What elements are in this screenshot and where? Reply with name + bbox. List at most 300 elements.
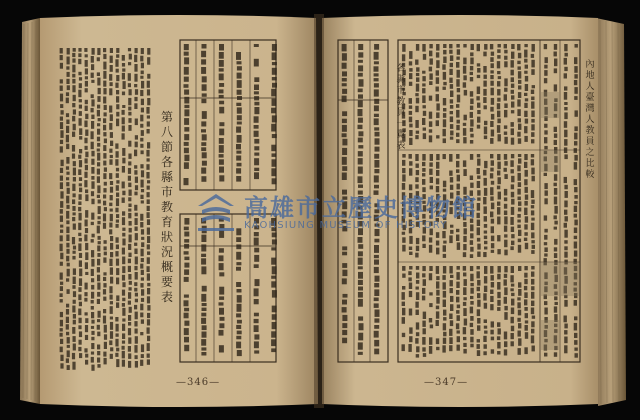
ink-glyph bbox=[110, 347, 113, 351]
ink-glyph bbox=[511, 341, 514, 346]
ink-glyph bbox=[477, 339, 480, 342]
ink-glyph bbox=[531, 159, 534, 165]
ink-glyph bbox=[449, 345, 452, 351]
ink-glyph bbox=[491, 219, 494, 224]
ink-glyph bbox=[450, 280, 453, 286]
ink-glyph bbox=[184, 321, 189, 326]
ink-glyph bbox=[443, 50, 446, 55]
ink-glyph bbox=[544, 65, 547, 69]
ink-glyph bbox=[141, 237, 144, 240]
ink-glyph bbox=[122, 68, 125, 71]
ink-glyph bbox=[511, 192, 514, 198]
ink-glyph bbox=[564, 73, 567, 78]
ink-glyph bbox=[415, 93, 418, 96]
ink-glyph bbox=[135, 361, 138, 368]
ink-glyph bbox=[129, 281, 132, 285]
ink-glyph bbox=[115, 59, 118, 67]
ink-glyph bbox=[416, 77, 419, 82]
ink-glyph bbox=[85, 210, 88, 218]
ink-glyph bbox=[477, 293, 480, 298]
ink-glyph bbox=[497, 55, 500, 59]
ink-glyph bbox=[463, 343, 466, 347]
ink-glyph bbox=[147, 319, 150, 325]
ink-glyph bbox=[545, 190, 548, 195]
ink-glyph bbox=[450, 275, 453, 278]
ink-glyph bbox=[272, 68, 277, 75]
ink-glyph bbox=[524, 179, 527, 185]
ink-glyph bbox=[237, 331, 242, 335]
ink-glyph bbox=[128, 176, 131, 181]
section-heading-glyph: 八 bbox=[160, 125, 173, 139]
ink-glyph bbox=[91, 326, 94, 329]
ink-glyph bbox=[103, 283, 106, 287]
ink-glyph bbox=[517, 220, 520, 223]
ink-glyph bbox=[122, 282, 125, 287]
ink-glyph bbox=[66, 79, 69, 84]
ink-glyph bbox=[555, 302, 558, 305]
ink-glyph bbox=[116, 198, 119, 206]
ink-glyph bbox=[122, 148, 125, 156]
ink-glyph bbox=[98, 206, 101, 214]
table-title-glyph: 臺 bbox=[585, 93, 595, 103]
ink-glyph bbox=[104, 252, 107, 256]
ink-glyph bbox=[477, 350, 480, 356]
ink-glyph bbox=[115, 317, 118, 322]
ink-glyph bbox=[511, 284, 514, 287]
ink-glyph bbox=[60, 253, 63, 260]
ink-glyph bbox=[511, 234, 514, 238]
ink-glyph bbox=[436, 87, 439, 92]
ink-glyph bbox=[564, 201, 567, 208]
ink-glyph bbox=[85, 130, 88, 136]
ink-glyph bbox=[60, 79, 63, 83]
ink-glyph bbox=[450, 116, 453, 122]
ink-glyph bbox=[85, 325, 88, 332]
ink-glyph bbox=[358, 316, 363, 320]
ink-glyph bbox=[477, 300, 480, 307]
ink-glyph bbox=[449, 329, 452, 336]
ink-glyph bbox=[498, 177, 501, 184]
ink-glyph bbox=[456, 79, 459, 87]
ink-glyph bbox=[375, 276, 380, 282]
ink-glyph bbox=[202, 84, 207, 91]
section-heading-glyph: 節 bbox=[160, 140, 173, 154]
ink-glyph bbox=[97, 345, 100, 350]
ink-glyph bbox=[103, 272, 106, 275]
ink-glyph bbox=[73, 168, 76, 176]
ink-glyph bbox=[457, 88, 460, 92]
ink-glyph bbox=[184, 44, 189, 50]
ink-glyph bbox=[574, 214, 577, 218]
ink-glyph bbox=[237, 96, 242, 100]
ink-glyph bbox=[184, 52, 189, 56]
ink-glyph bbox=[575, 110, 578, 116]
ink-glyph bbox=[104, 139, 107, 144]
ink-glyph bbox=[254, 255, 259, 262]
ink-glyph bbox=[358, 145, 363, 148]
ink-glyph bbox=[484, 121, 487, 125]
ink-glyph bbox=[134, 282, 137, 286]
section-heading-glyph: 概 bbox=[160, 260, 173, 274]
ink-glyph bbox=[184, 300, 189, 306]
ink-glyph bbox=[97, 246, 100, 252]
ink-glyph bbox=[504, 168, 507, 172]
ink-glyph bbox=[66, 66, 69, 69]
ink-glyph bbox=[122, 228, 125, 231]
ink-glyph bbox=[423, 105, 426, 108]
ink-glyph bbox=[342, 148, 347, 155]
ink-glyph bbox=[109, 203, 112, 207]
ink-glyph bbox=[110, 195, 113, 200]
ink-glyph bbox=[122, 303, 125, 307]
ink-glyph bbox=[422, 173, 425, 176]
ink-glyph bbox=[147, 236, 150, 243]
ink-glyph bbox=[78, 207, 81, 211]
ink-glyph bbox=[140, 164, 143, 168]
ink-glyph bbox=[490, 107, 493, 112]
ink-glyph bbox=[135, 312, 138, 320]
ink-glyph bbox=[564, 121, 567, 128]
ink-glyph bbox=[271, 258, 276, 265]
ink-glyph bbox=[504, 88, 507, 92]
ink-glyph bbox=[470, 266, 473, 271]
ink-glyph bbox=[525, 98, 528, 101]
ink-glyph bbox=[531, 124, 534, 130]
ink-glyph bbox=[430, 154, 433, 161]
ink-glyph bbox=[564, 345, 567, 353]
ink-glyph bbox=[237, 163, 242, 167]
section-heading bbox=[158, 110, 176, 305]
ink-glyph bbox=[408, 271, 411, 275]
ink-glyph bbox=[115, 251, 118, 256]
ink-glyph bbox=[456, 290, 459, 295]
ink-glyph bbox=[375, 310, 380, 317]
ink-glyph bbox=[135, 227, 138, 231]
ink-glyph bbox=[517, 214, 520, 218]
ink-glyph bbox=[184, 155, 189, 161]
ink-glyph bbox=[60, 94, 63, 102]
ink-glyph bbox=[358, 258, 363, 265]
ink-glyph bbox=[416, 280, 419, 284]
ink-glyph bbox=[146, 172, 149, 179]
ink-glyph bbox=[429, 44, 432, 48]
ink-glyph bbox=[237, 73, 242, 79]
ink-glyph bbox=[490, 121, 493, 127]
ink-glyph bbox=[60, 63, 63, 69]
ink-glyph bbox=[484, 75, 487, 79]
ink-glyph bbox=[128, 315, 131, 321]
table-title-glyph: 覽 bbox=[396, 130, 406, 140]
ink-glyph bbox=[511, 102, 514, 108]
ink-glyph bbox=[66, 332, 69, 336]
ink-glyph bbox=[471, 44, 474, 50]
ink-glyph bbox=[450, 288, 453, 293]
ink-glyph bbox=[544, 242, 547, 245]
ink-glyph bbox=[66, 205, 69, 209]
ink-glyph bbox=[402, 286, 405, 290]
ink-glyph bbox=[456, 323, 459, 329]
ink-glyph bbox=[511, 326, 514, 332]
ink-glyph bbox=[122, 290, 125, 296]
ink-glyph bbox=[429, 346, 432, 354]
ink-glyph bbox=[141, 170, 144, 177]
ink-glyph bbox=[525, 325, 528, 331]
ink-glyph bbox=[504, 240, 507, 248]
ink-glyph bbox=[564, 210, 567, 215]
ink-glyph bbox=[443, 291, 446, 298]
ink-glyph bbox=[511, 110, 514, 113]
ink-glyph bbox=[97, 332, 100, 337]
ink-glyph bbox=[103, 309, 106, 313]
ink-glyph bbox=[554, 215, 557, 219]
ink-glyph bbox=[409, 73, 412, 79]
ink-glyph bbox=[497, 81, 500, 86]
ink-glyph bbox=[574, 201, 577, 204]
ink-glyph bbox=[554, 59, 557, 67]
ink-glyph bbox=[544, 308, 547, 315]
ink-glyph bbox=[135, 272, 138, 280]
ink-glyph bbox=[202, 111, 207, 119]
ink-glyph bbox=[141, 249, 144, 257]
ink-glyph bbox=[116, 173, 119, 178]
ink-glyph bbox=[456, 44, 459, 48]
ink-glyph bbox=[97, 123, 100, 126]
ink-glyph bbox=[116, 104, 119, 109]
ink-glyph bbox=[110, 317, 113, 320]
ink-glyph bbox=[140, 360, 143, 366]
ink-glyph bbox=[60, 140, 63, 144]
ink-glyph bbox=[97, 149, 100, 152]
ink-glyph bbox=[477, 168, 480, 174]
ink-glyph bbox=[103, 277, 106, 281]
ink-glyph bbox=[128, 361, 131, 368]
ink-glyph bbox=[491, 63, 494, 68]
ink-glyph bbox=[184, 118, 189, 125]
ink-glyph bbox=[122, 324, 125, 331]
ink-glyph bbox=[84, 138, 87, 144]
ink-glyph bbox=[146, 150, 149, 157]
ink-glyph bbox=[422, 83, 425, 86]
ink-glyph bbox=[140, 283, 143, 288]
ink-glyph bbox=[490, 81, 493, 86]
ink-glyph bbox=[91, 285, 94, 290]
ink-glyph bbox=[477, 309, 480, 316]
ink-glyph bbox=[91, 56, 94, 63]
ink-glyph bbox=[484, 216, 487, 222]
ink-glyph bbox=[122, 198, 125, 203]
ink-glyph bbox=[564, 324, 567, 329]
ink-glyph bbox=[416, 170, 419, 175]
ink-glyph bbox=[92, 48, 95, 55]
ink-glyph bbox=[147, 257, 150, 264]
ink-glyph bbox=[98, 200, 101, 204]
ink-glyph bbox=[504, 137, 507, 144]
ink-glyph bbox=[342, 89, 347, 94]
ink-glyph bbox=[531, 232, 534, 238]
ink-glyph bbox=[511, 95, 514, 99]
ink-glyph bbox=[511, 227, 514, 232]
ink-glyph bbox=[122, 133, 125, 139]
ink-glyph bbox=[532, 85, 535, 88]
ink-glyph bbox=[524, 44, 527, 47]
ink-glyph bbox=[128, 292, 131, 299]
ink-glyph bbox=[443, 129, 446, 136]
ink-glyph bbox=[490, 187, 493, 195]
ink-glyph bbox=[115, 143, 118, 148]
ink-glyph bbox=[110, 252, 113, 257]
ink-glyph bbox=[67, 72, 70, 77]
ink-glyph bbox=[79, 278, 82, 286]
ink-glyph bbox=[129, 221, 132, 226]
ink-glyph bbox=[375, 147, 380, 152]
ink-glyph bbox=[497, 125, 500, 133]
ink-glyph bbox=[443, 323, 446, 330]
ink-glyph bbox=[575, 44, 578, 48]
ink-glyph bbox=[184, 67, 189, 75]
section-heading-glyph: 第 bbox=[160, 110, 173, 124]
ink-glyph bbox=[219, 44, 224, 51]
ink-glyph bbox=[358, 266, 363, 269]
ink-glyph bbox=[85, 146, 88, 150]
ink-glyph bbox=[532, 245, 535, 249]
ink-glyph bbox=[184, 277, 189, 282]
ink-glyph bbox=[219, 296, 224, 300]
ink-glyph bbox=[219, 263, 224, 270]
ink-glyph bbox=[236, 336, 241, 340]
ink-glyph bbox=[511, 52, 514, 59]
ink-glyph bbox=[374, 340, 379, 347]
ink-glyph bbox=[375, 138, 380, 144]
ink-glyph bbox=[409, 68, 412, 72]
ink-glyph bbox=[518, 208, 521, 212]
page-number-left: —346— bbox=[176, 377, 221, 388]
ink-glyph bbox=[219, 345, 224, 352]
ink-glyph bbox=[60, 168, 63, 173]
ink-glyph bbox=[61, 110, 64, 114]
ink-glyph bbox=[201, 67, 206, 74]
ink-glyph bbox=[470, 224, 473, 231]
ink-glyph bbox=[140, 56, 143, 62]
ink-glyph bbox=[103, 223, 106, 229]
ink-glyph bbox=[73, 251, 76, 254]
ink-glyph bbox=[374, 118, 379, 125]
ink-glyph bbox=[60, 286, 63, 291]
ink-glyph bbox=[60, 299, 63, 302]
ink-glyph bbox=[91, 239, 94, 243]
ink-glyph bbox=[98, 216, 101, 219]
ink-glyph bbox=[72, 58, 75, 62]
ink-glyph bbox=[84, 298, 87, 302]
ink-glyph bbox=[97, 96, 100, 102]
ink-glyph bbox=[109, 173, 112, 179]
ink-glyph bbox=[525, 313, 528, 318]
ink-glyph bbox=[103, 97, 106, 104]
ink-glyph bbox=[219, 272, 224, 276]
ink-glyph bbox=[443, 87, 446, 90]
ink-glyph bbox=[484, 224, 487, 228]
ink-glyph bbox=[342, 270, 347, 276]
ink-glyph bbox=[477, 344, 480, 349]
ink-glyph bbox=[97, 153, 100, 161]
ink-glyph bbox=[497, 282, 500, 290]
ink-glyph bbox=[60, 244, 63, 252]
ink-glyph bbox=[140, 332, 143, 335]
ink-glyph bbox=[85, 114, 88, 119]
ink-glyph bbox=[103, 352, 106, 357]
ink-glyph bbox=[490, 70, 493, 73]
ink-glyph bbox=[456, 297, 459, 303]
ink-glyph bbox=[443, 254, 446, 258]
ink-glyph bbox=[574, 340, 577, 345]
ink-glyph bbox=[236, 156, 241, 161]
ink-glyph bbox=[416, 98, 419, 104]
ink-glyph bbox=[91, 99, 94, 106]
page-number-right: —347— bbox=[424, 377, 469, 388]
ink-glyph bbox=[374, 89, 379, 96]
ink-glyph bbox=[254, 172, 259, 179]
ink-glyph bbox=[184, 308, 189, 312]
ink-glyph bbox=[236, 342, 241, 349]
ink-glyph bbox=[271, 124, 276, 132]
ink-glyph bbox=[60, 55, 63, 60]
ink-glyph bbox=[409, 283, 412, 290]
ink-glyph bbox=[116, 75, 119, 81]
table-title-glyph: 各 bbox=[396, 64, 406, 74]
ink-glyph bbox=[504, 154, 507, 160]
ink-glyph bbox=[128, 83, 131, 87]
ink-glyph bbox=[254, 158, 259, 165]
ink-glyph bbox=[504, 216, 507, 224]
ink-glyph bbox=[272, 159, 277, 167]
ink-glyph bbox=[504, 50, 507, 54]
ink-glyph bbox=[484, 331, 487, 334]
ink-glyph bbox=[408, 344, 411, 352]
ink-glyph bbox=[91, 121, 94, 129]
ink-glyph bbox=[147, 219, 150, 225]
ink-glyph bbox=[91, 250, 94, 257]
ink-glyph bbox=[91, 191, 94, 196]
ink-glyph bbox=[97, 78, 100, 86]
ink-glyph bbox=[374, 99, 379, 104]
ink-glyph bbox=[184, 162, 189, 169]
ink-glyph bbox=[531, 266, 534, 270]
ink-glyph bbox=[201, 294, 206, 302]
ink-glyph bbox=[524, 307, 527, 311]
ink-glyph bbox=[564, 147, 567, 153]
ink-glyph bbox=[436, 290, 439, 296]
ink-glyph bbox=[272, 322, 277, 329]
ink-glyph bbox=[60, 273, 63, 280]
ink-glyph bbox=[91, 151, 94, 157]
ink-glyph bbox=[73, 124, 76, 131]
ink-glyph bbox=[271, 168, 276, 176]
ink-glyph bbox=[544, 130, 547, 134]
ink-glyph bbox=[116, 295, 119, 301]
ink-glyph bbox=[73, 268, 76, 275]
ink-glyph bbox=[463, 160, 466, 167]
ink-glyph bbox=[72, 132, 75, 137]
ink-glyph bbox=[116, 359, 119, 367]
ink-glyph bbox=[564, 300, 567, 307]
ink-glyph bbox=[504, 197, 507, 201]
ink-glyph bbox=[436, 170, 439, 176]
ink-glyph bbox=[72, 74, 75, 78]
ink-glyph bbox=[402, 308, 405, 315]
ink-glyph bbox=[97, 325, 100, 330]
ink-glyph bbox=[128, 274, 131, 280]
ink-glyph bbox=[463, 273, 466, 277]
ink-glyph bbox=[374, 325, 379, 329]
